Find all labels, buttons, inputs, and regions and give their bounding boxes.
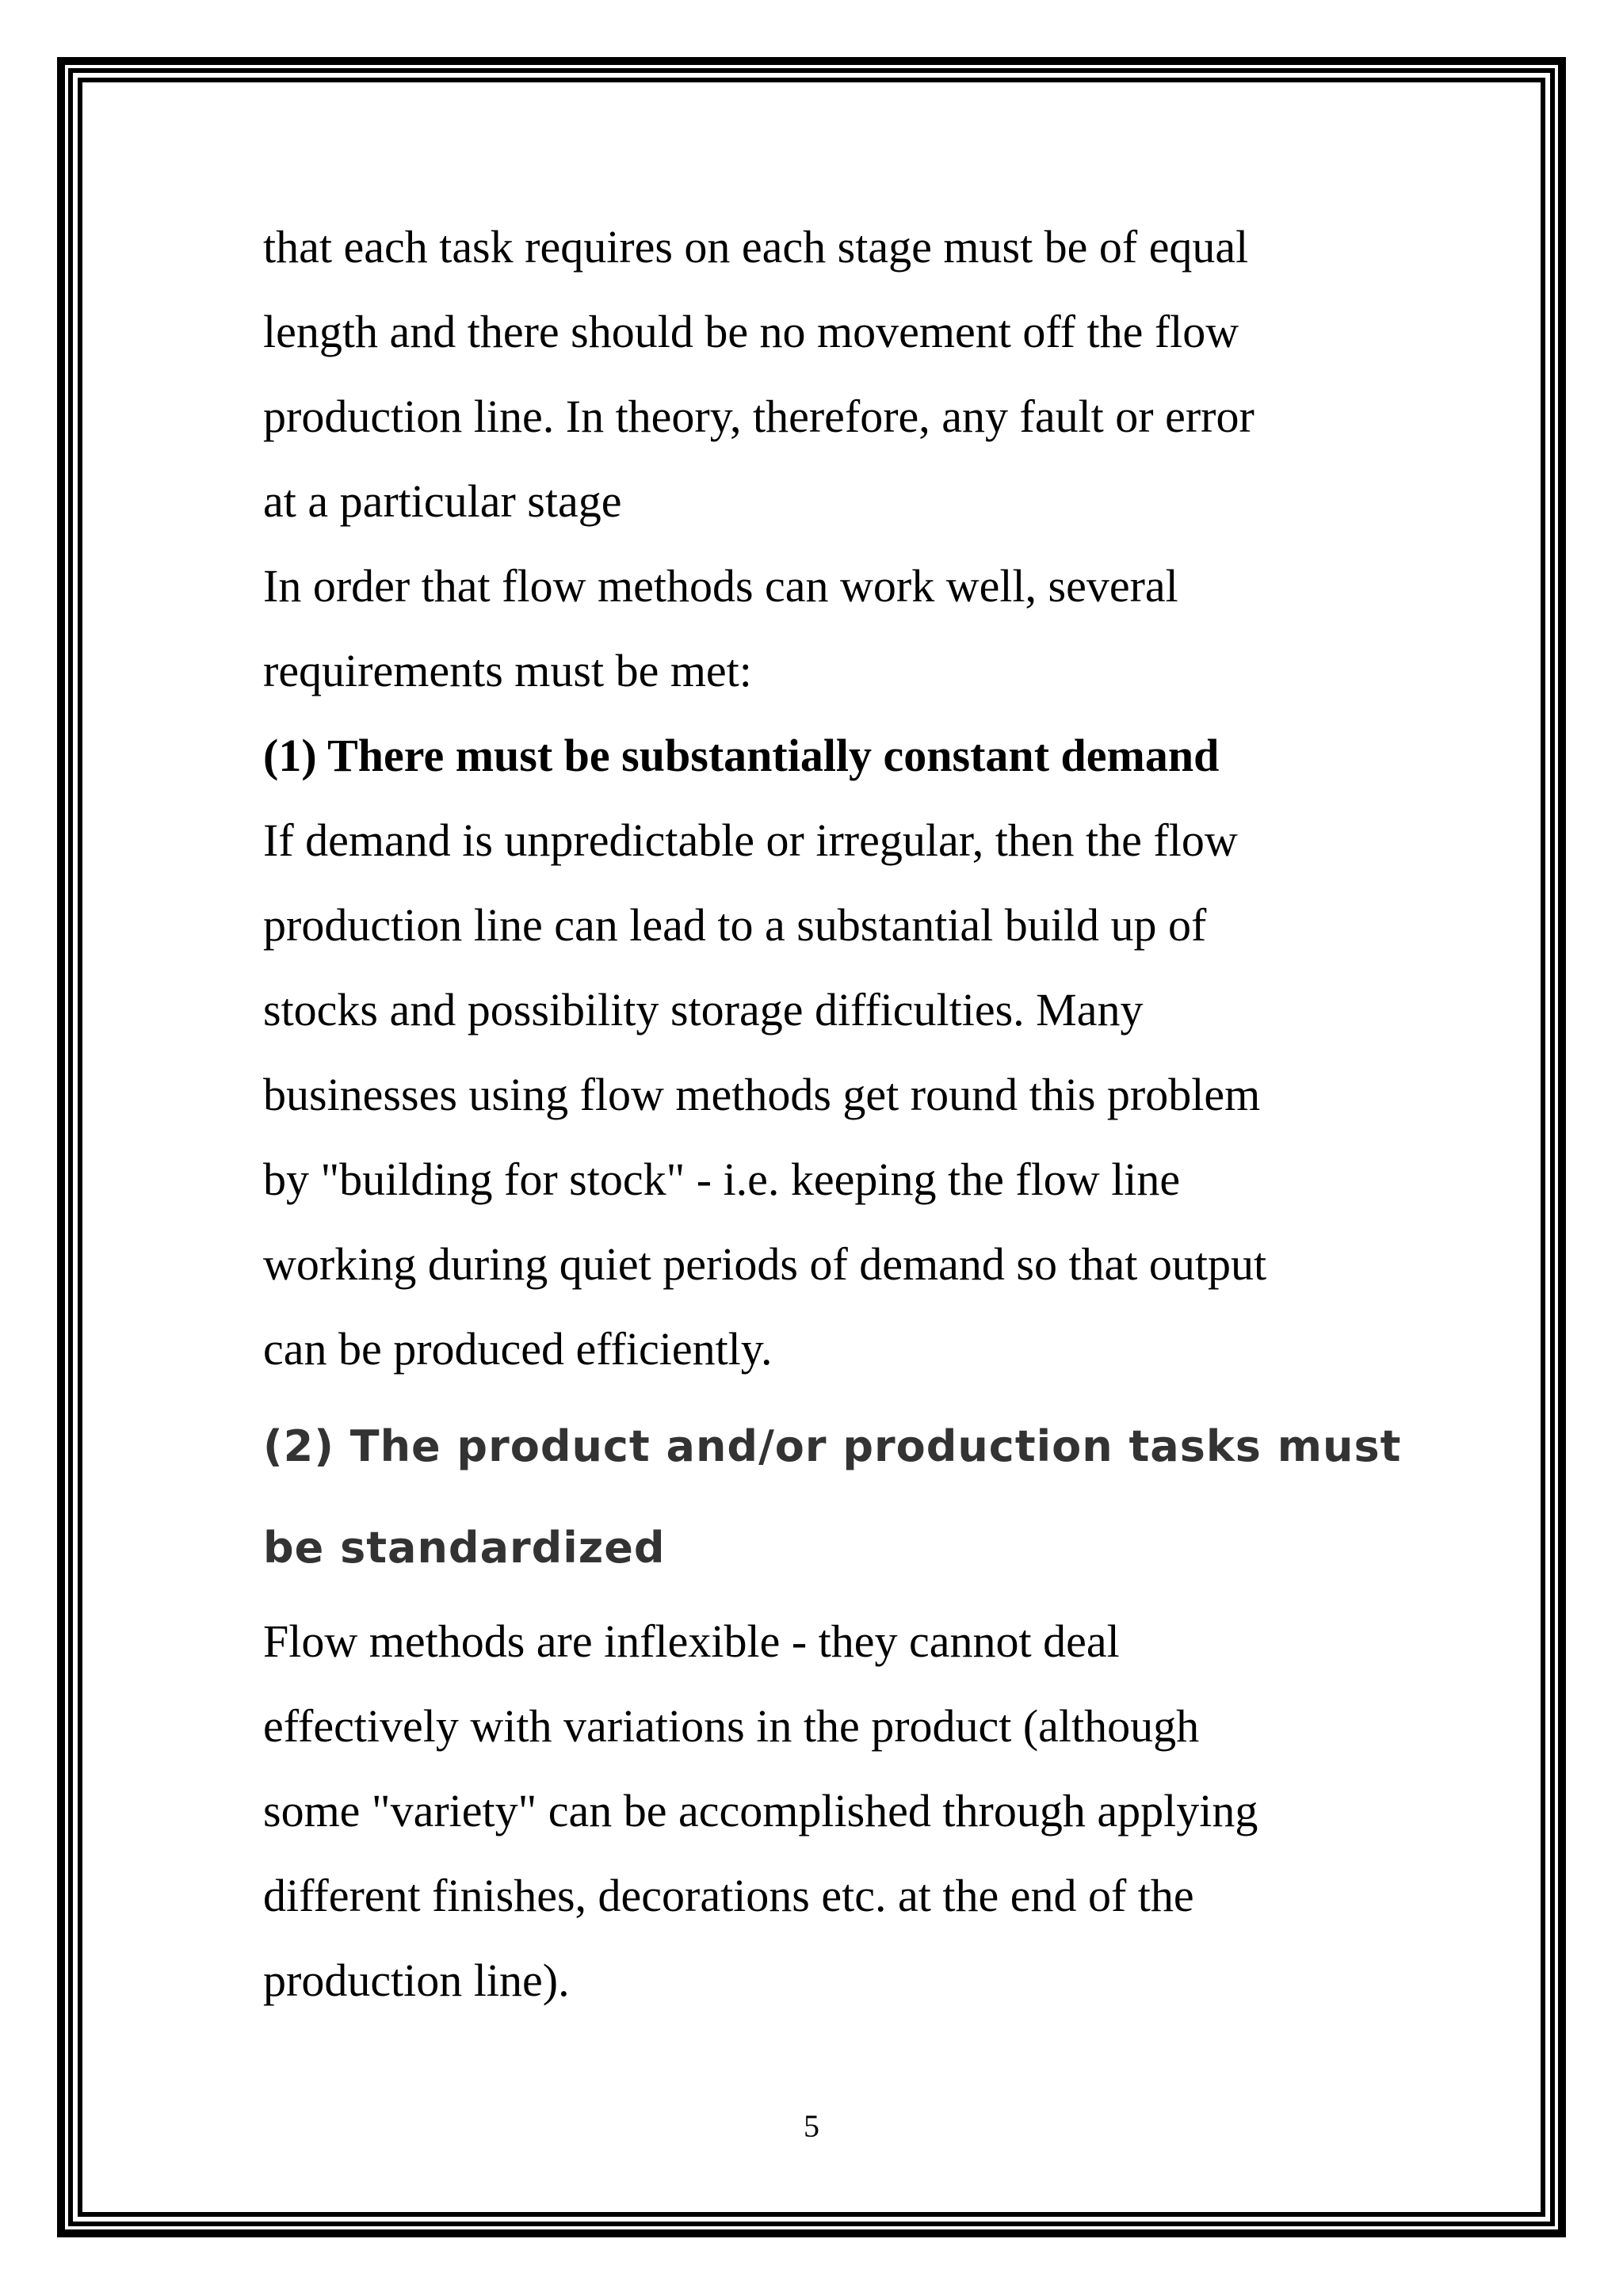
page-body: [263, 204, 1412, 2023]
text-line: businesses using flow methods get round this problem: [263, 1069, 1261, 1120]
text-line: by "building for stock" - i.e. keeping the flow line: [263, 1154, 1181, 1205]
text-line: different finishes, decorations etc. at the end of the: [263, 1870, 1194, 1921]
text-line: If demand is unpredictable or irregular, then the flow: [263, 814, 1238, 866]
text-line: stocks and possibility storage difficulties. Many: [263, 984, 1144, 1035]
text-line: production line can lead to a substantial build up of: [263, 899, 1207, 951]
text-line: In order that flow methods can work well, several: [263, 560, 1178, 612]
section-1-paragraph: [263, 798, 1412, 1391]
text-line: some "variety" can be accomplished through applying: [263, 1785, 1258, 1836]
text-line: working during quiet periods of demand so that output: [263, 1238, 1267, 1290]
text-line: at a particular stage: [263, 475, 622, 527]
text-line: Flow methods are inflexible - they cannot deal: [263, 1615, 1120, 1667]
text-line: production line. In theory, therefore, any fault or error: [263, 391, 1254, 442]
page-number: 5: [804, 2108, 819, 2144]
text-line: that each task requires on each stage must be of equal: [263, 221, 1249, 273]
section-2-paragraph: [263, 1599, 1412, 2023]
text-line: can be produced efficiently.: [263, 1323, 773, 1375]
text-line: requirements must be met:: [263, 645, 752, 696]
text-line: production line).: [263, 1955, 570, 2006]
text-line: length and there should be no movement off the flow: [263, 306, 1239, 357]
heading-line: (2) The product and/or production tasks must: [263, 1421, 1402, 1471]
section-heading-1: (1) There must be substantially constant demand: [263, 730, 1220, 781]
section-heading-2: [263, 1396, 1412, 1599]
text-line: effectively with variations in the product (although: [263, 1700, 1200, 1752]
intro-paragraph: [263, 204, 1412, 713]
heading-line: be standardized: [263, 1523, 666, 1573]
